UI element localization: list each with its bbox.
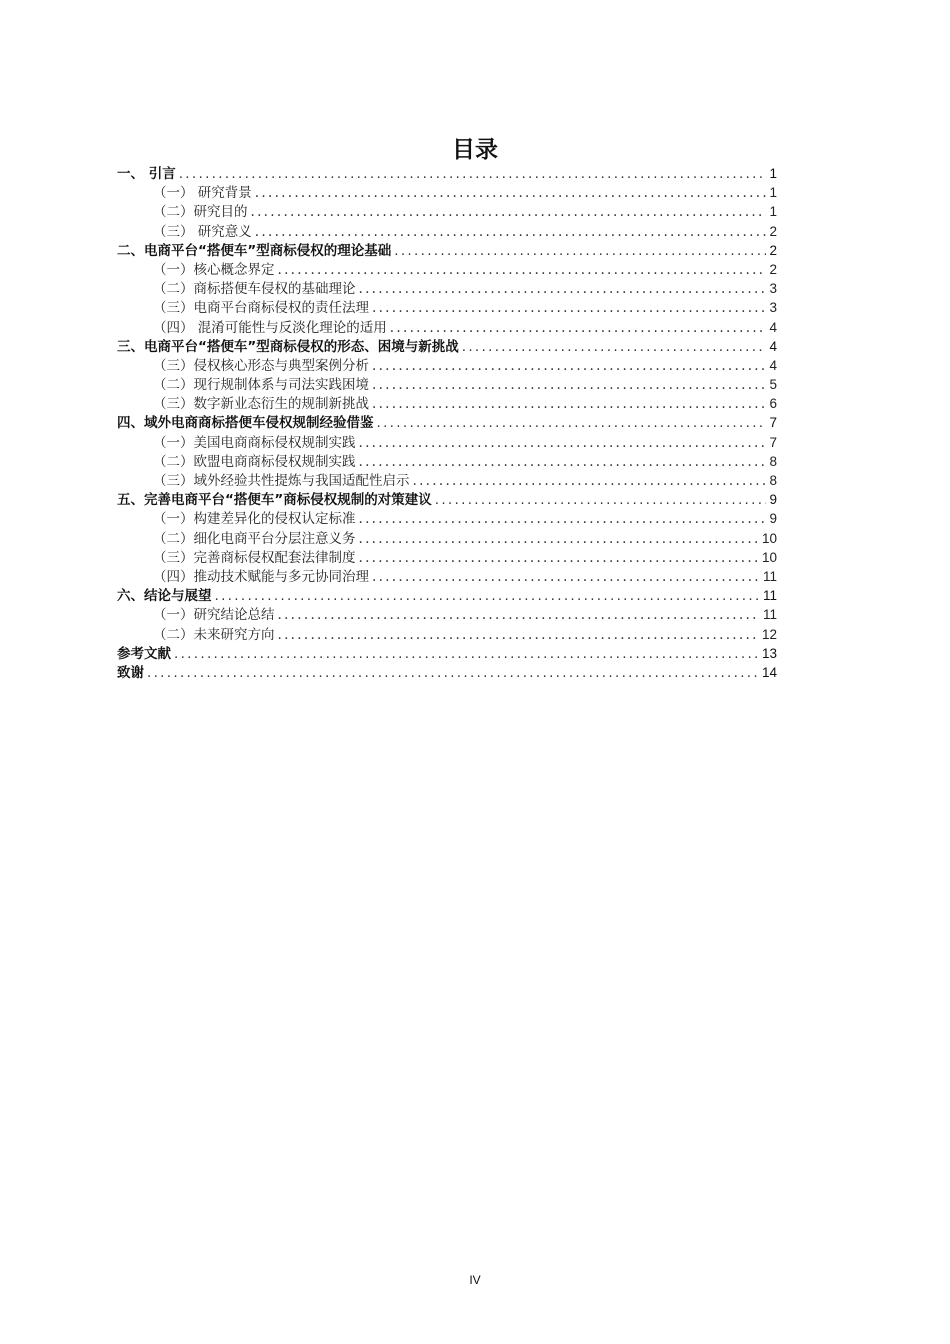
toc-entry-page: 10 (761, 549, 777, 565)
toc-entry-page: 3 (769, 300, 777, 316)
toc-entry-page: 11 (762, 607, 777, 623)
dot-leader (413, 472, 767, 491)
toc-entry-label: （三）侵权核心形态与典型案例分析 (153, 357, 369, 374)
toc-entry-label: （三）完善商标侵权配套法律制度 (153, 549, 356, 566)
toc-entry[interactable] (117, 202, 777, 221)
toc-entry[interactable] (117, 279, 777, 298)
toc-entry[interactable] (117, 375, 777, 394)
toc-entry-label: 四、域外电商商标搭便车侵权规制经验借鉴 (117, 415, 374, 432)
toc-entry[interactable] (117, 567, 777, 586)
toc-entry-label: 一、 引言 (117, 166, 176, 182)
toc-entry-label: （三）数字新业态衍生的规制新挑战 (153, 396, 369, 413)
toc-entry-label: （三）电商平台商标侵权的责任法理 (153, 300, 369, 317)
toc-entry[interactable] (117, 394, 777, 413)
toc-entry-page: 9 (769, 511, 777, 527)
dot-leader (278, 261, 767, 280)
toc-entry-label: 致谢 (117, 664, 144, 681)
toc-entry[interactable] (117, 663, 777, 682)
toc-entry-label: （二）现行规制体系与司法实践困境 (153, 377, 369, 394)
toc-entry[interactable] (117, 164, 777, 183)
toc-entry-page: 3 (769, 281, 777, 297)
toc-entry-page: 2 (769, 242, 777, 258)
toc-entry-label: 二、电商平台“搭便车”型商标侵权的理论基础 (117, 242, 392, 259)
toc-entry[interactable] (117, 452, 777, 471)
toc-entry-page: 6 (769, 396, 777, 412)
toc-entry-page: 10 (761, 530, 777, 546)
dot-leader (255, 223, 767, 242)
toc-entry-label: 三、电商平台“搭便车”型商标侵权的形态、困境与新挑战 (117, 338, 459, 355)
toc-entry-label: （一） 研究背景 (153, 185, 252, 202)
toc-entry-page: 11 (762, 588, 777, 604)
toc-entry-page: 4 (769, 319, 777, 335)
dot-leader (251, 203, 767, 222)
table-of-contents (117, 164, 777, 682)
toc-entry-page: 2 (769, 223, 777, 239)
toc-entry-label: （一）构建差异化的侵权认定标准 (153, 511, 356, 528)
toc-entry[interactable] (117, 298, 777, 317)
dot-leader (372, 568, 760, 587)
toc-entry-label: （二）商标搭便车侵权的基础理论 (153, 281, 356, 298)
toc-entry[interactable] (117, 605, 777, 624)
toc-entry-label: （一）研究结论总结 (153, 607, 275, 624)
dot-leader (174, 645, 759, 664)
dot-leader (359, 453, 767, 472)
toc-entry-label: （二）未来研究方向 (153, 626, 275, 643)
toc-entry[interactable] (117, 222, 777, 241)
toc-entry-label: （二）研究目的 (153, 204, 248, 221)
toc-entry-page: 9 (769, 492, 777, 508)
toc-entry-page: 7 (769, 434, 777, 450)
dot-leader (359, 510, 767, 529)
dot-leader (278, 606, 760, 625)
toc-entry-page: 5 (769, 377, 777, 393)
toc-entry[interactable] (117, 260, 777, 279)
toc-entry-page: 11 (762, 568, 777, 584)
toc-entry[interactable] (117, 509, 777, 528)
toc-entry[interactable] (117, 183, 777, 202)
dot-leader (435, 491, 767, 510)
dot-leader (359, 280, 767, 299)
dot-leader (372, 376, 766, 395)
page-number: IV (469, 1273, 481, 1287)
toc-entry[interactable] (117, 586, 777, 605)
toc-entry-page: 8 (769, 473, 777, 488)
toc-entry-label: （一）美国电商商标侵权规制实践 (153, 434, 356, 451)
toc-entry-page: 4 (769, 338, 777, 354)
toc-entry-label: 五、完善电商平台“搭便车”商标侵权规制的对策建议 (117, 492, 432, 509)
toc-entry[interactable] (117, 318, 777, 337)
toc-entry[interactable] (117, 471, 777, 490)
toc-entry-page: 14 (761, 664, 777, 680)
toc-entry-label: （二）细化电商平台分层注意义务 (153, 530, 356, 547)
toc-entry-label: （一）核心概念界定 (153, 261, 275, 278)
dot-leader (359, 434, 767, 453)
toc-entry[interactable] (117, 625, 777, 644)
toc-entry[interactable] (117, 433, 777, 452)
toc-entry-page: 8 (769, 453, 777, 469)
toc-entry[interactable] (117, 529, 777, 548)
toc-entry-page: 4 (769, 357, 777, 373)
toc-entry-page: 2 (769, 261, 777, 277)
toc-entry-page: 12 (761, 626, 777, 642)
dot-leader (462, 338, 767, 357)
toc-entry[interactable] (117, 490, 777, 509)
dot-leader (179, 165, 767, 184)
toc-entry-page: 1 (769, 204, 777, 220)
toc-entry-page: 13 (761, 645, 777, 661)
toc-entry-page: 7 (769, 415, 777, 431)
dot-leader (215, 587, 760, 606)
toc-entry[interactable] (117, 644, 777, 663)
toc-entry[interactable] (117, 413, 777, 432)
toc-entry-page: 1 (769, 185, 777, 201)
toc-entry-label: （二）欧盟电商商标侵权规制实践 (153, 453, 356, 470)
toc-entry-label: 六、结论与展望 (117, 588, 212, 605)
toc-title: 目录 (452, 137, 498, 163)
toc-entry[interactable] (117, 548, 777, 567)
toc-entry[interactable] (117, 241, 777, 260)
toc-entry[interactable] (117, 337, 777, 356)
toc-entry-label: （三） 研究意义 (153, 223, 252, 240)
toc-entry-label: （三）域外经验共性提炼与我国适配性启示 (153, 473, 410, 489)
toc-entry-page: 1 (769, 166, 777, 181)
dot-leader (390, 319, 767, 338)
dot-leader (372, 357, 766, 376)
dot-leader (255, 184, 767, 203)
dot-leader (394, 242, 766, 261)
dot-leader (359, 530, 759, 549)
toc-entry-label: （四） 混淆可能性与反淡化理论的适用 (153, 319, 387, 336)
dot-leader (359, 549, 759, 568)
dot-leader (372, 299, 766, 318)
dot-leader (372, 395, 766, 414)
dot-leader (278, 626, 759, 645)
toc-entry[interactable] (117, 356, 777, 375)
dot-leader (377, 414, 767, 433)
toc-entry-label: 参考文献 (117, 645, 171, 662)
toc-entry-label: （四）推动技术赋能与多元协同治理 (153, 568, 369, 585)
dot-leader (147, 664, 759, 683)
